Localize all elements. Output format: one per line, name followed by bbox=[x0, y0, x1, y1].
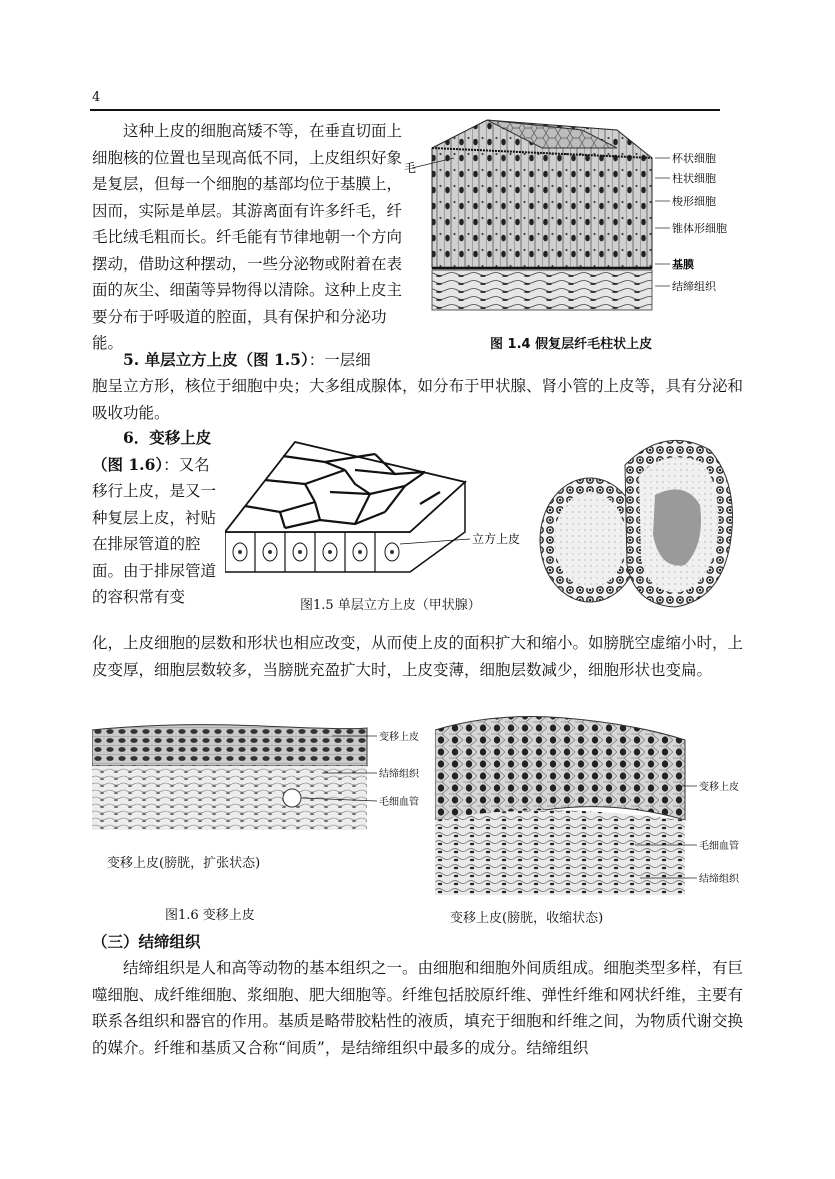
transitional-distended-drawing bbox=[92, 718, 437, 838]
paragraph-transitional-lead: 6．变移上皮（图 1.6）：又名移行上皮，是又一种复层上皮，衬贴在排尿管道的腔面。由于排尿管道的容积常有变 bbox=[92, 428, 217, 606]
label-columnar-cell: 柱状细胞 bbox=[672, 172, 716, 185]
figure-1-6-right bbox=[435, 710, 745, 900]
figure-1-5-left bbox=[225, 432, 535, 582]
label-right-capillary: 毛细血管 bbox=[699, 841, 739, 852]
figure-1-4-caption: 图 1.4 假复层纤毛柱状上皮 bbox=[490, 337, 653, 352]
cuboidal-epithelium-drawing bbox=[225, 432, 535, 582]
figure-1-5-caption: 图1.5 单层立方上皮（甲状腺） bbox=[300, 598, 481, 613]
figure-1-6-right-caption: 变移上皮(膀胱，收缩状态) bbox=[450, 911, 604, 926]
label-fusiform-cell: 梭形细胞 bbox=[672, 195, 716, 208]
paragraph-cuboidal-lead: 5. 单层立方上皮（图 1.5）：一层细 bbox=[123, 350, 371, 369]
header-rule bbox=[90, 109, 720, 111]
label-basement-membrane: 基膜 bbox=[672, 258, 694, 271]
label-right-connective: 结缔组织 bbox=[699, 874, 739, 885]
paragraph-transitional-rest: 化，上皮细胞的层数和形状也相应改变，从而使上皮的面积扩大和缩小。如膀胱空虚缩小时，上皮变厚，细胞层数较多，当膀胱充盈扩大时，上皮变薄，细胞层数减少，细胞形状也变扁。 bbox=[92, 634, 744, 679]
paragraph-cuboidal-rest: 胞呈立方形，核位于细胞中央；大多组成腺体，如分布于甲状腺、肾小管的上皮等，具有分泌和吸收功能。 bbox=[92, 377, 744, 422]
label-goblet-cell: 杯状细胞 bbox=[672, 152, 716, 165]
figure-1-4 bbox=[402, 118, 750, 330]
thyroid-follicle-drawing bbox=[535, 425, 740, 615]
label-left-transitional: 变移上皮 bbox=[379, 732, 419, 743]
section-heading-connective-tissue: （三）结缔组织 bbox=[92, 932, 201, 951]
label-cone-cell: 锥体形细胞 bbox=[672, 222, 727, 235]
figure-1-6-left bbox=[92, 718, 437, 838]
figure-1-6-left-caption: 变移上皮(膀胱，扩张状态) bbox=[107, 856, 261, 871]
label-cilia: 毛 bbox=[404, 161, 417, 175]
transitional-contracted-drawing bbox=[435, 710, 745, 900]
heading-cuboidal: 5. 单层立方上皮（图 1.5） bbox=[123, 350, 309, 369]
label-cuboidal-epithelium: 立方上皮 bbox=[472, 532, 521, 546]
page-number: 4 bbox=[92, 90, 101, 105]
pseudostratified-epithelium-drawing bbox=[402, 118, 750, 330]
figure-1-6-caption: 图1.6 变移上皮 bbox=[165, 908, 255, 923]
label-right-transitional: 变移上皮 bbox=[699, 782, 739, 793]
label-left-capillary: 毛细血管 bbox=[379, 797, 419, 808]
figure-1-5-right bbox=[535, 425, 740, 615]
label-left-connective: 结缔组织 bbox=[379, 769, 419, 780]
label-connective-tissue: 结缔组织 bbox=[672, 280, 716, 293]
paragraph-pseudostratified: 这种上皮的细胞高矮不等，在垂直切面上细胞核的位置也呈现高低不同，上皮组织好象是复层，但每一个细胞的基部均位于基膜上，因而，实际是单层。其游离面有许多纤毛，纤毛比绒毛粗而长。纤毛能有节律地朝一个方向摆动，借助这种摆动，一些分泌物或附着在表面的灰尘、细菌等异物得以清除。这种上皮主要分布于呼吸道的腔面，具有保护和分泌功能。 bbox=[92, 122, 403, 352]
paragraph-connective-tissue: 结缔组织是人和高等动物的基本组织之一。由细胞和细胞外间质组成。细胞类型多样，有巨噬细胞、成纤维细胞、浆细胞、肥大细胞等。纤维包括胶原纤维、弹性纤维和网状纤维，主要有联系各组织和器官的作用。基质是略带胶粘性的液质，填充于细胞和纤维之间，为物质代谢交换的媒介。纤维和基质又合称“间质”，是结缔组织中最多的成分。结缔组织 bbox=[92, 959, 744, 1057]
heading-transitional: 6．变移上皮（图 1.6） bbox=[92, 428, 212, 474]
